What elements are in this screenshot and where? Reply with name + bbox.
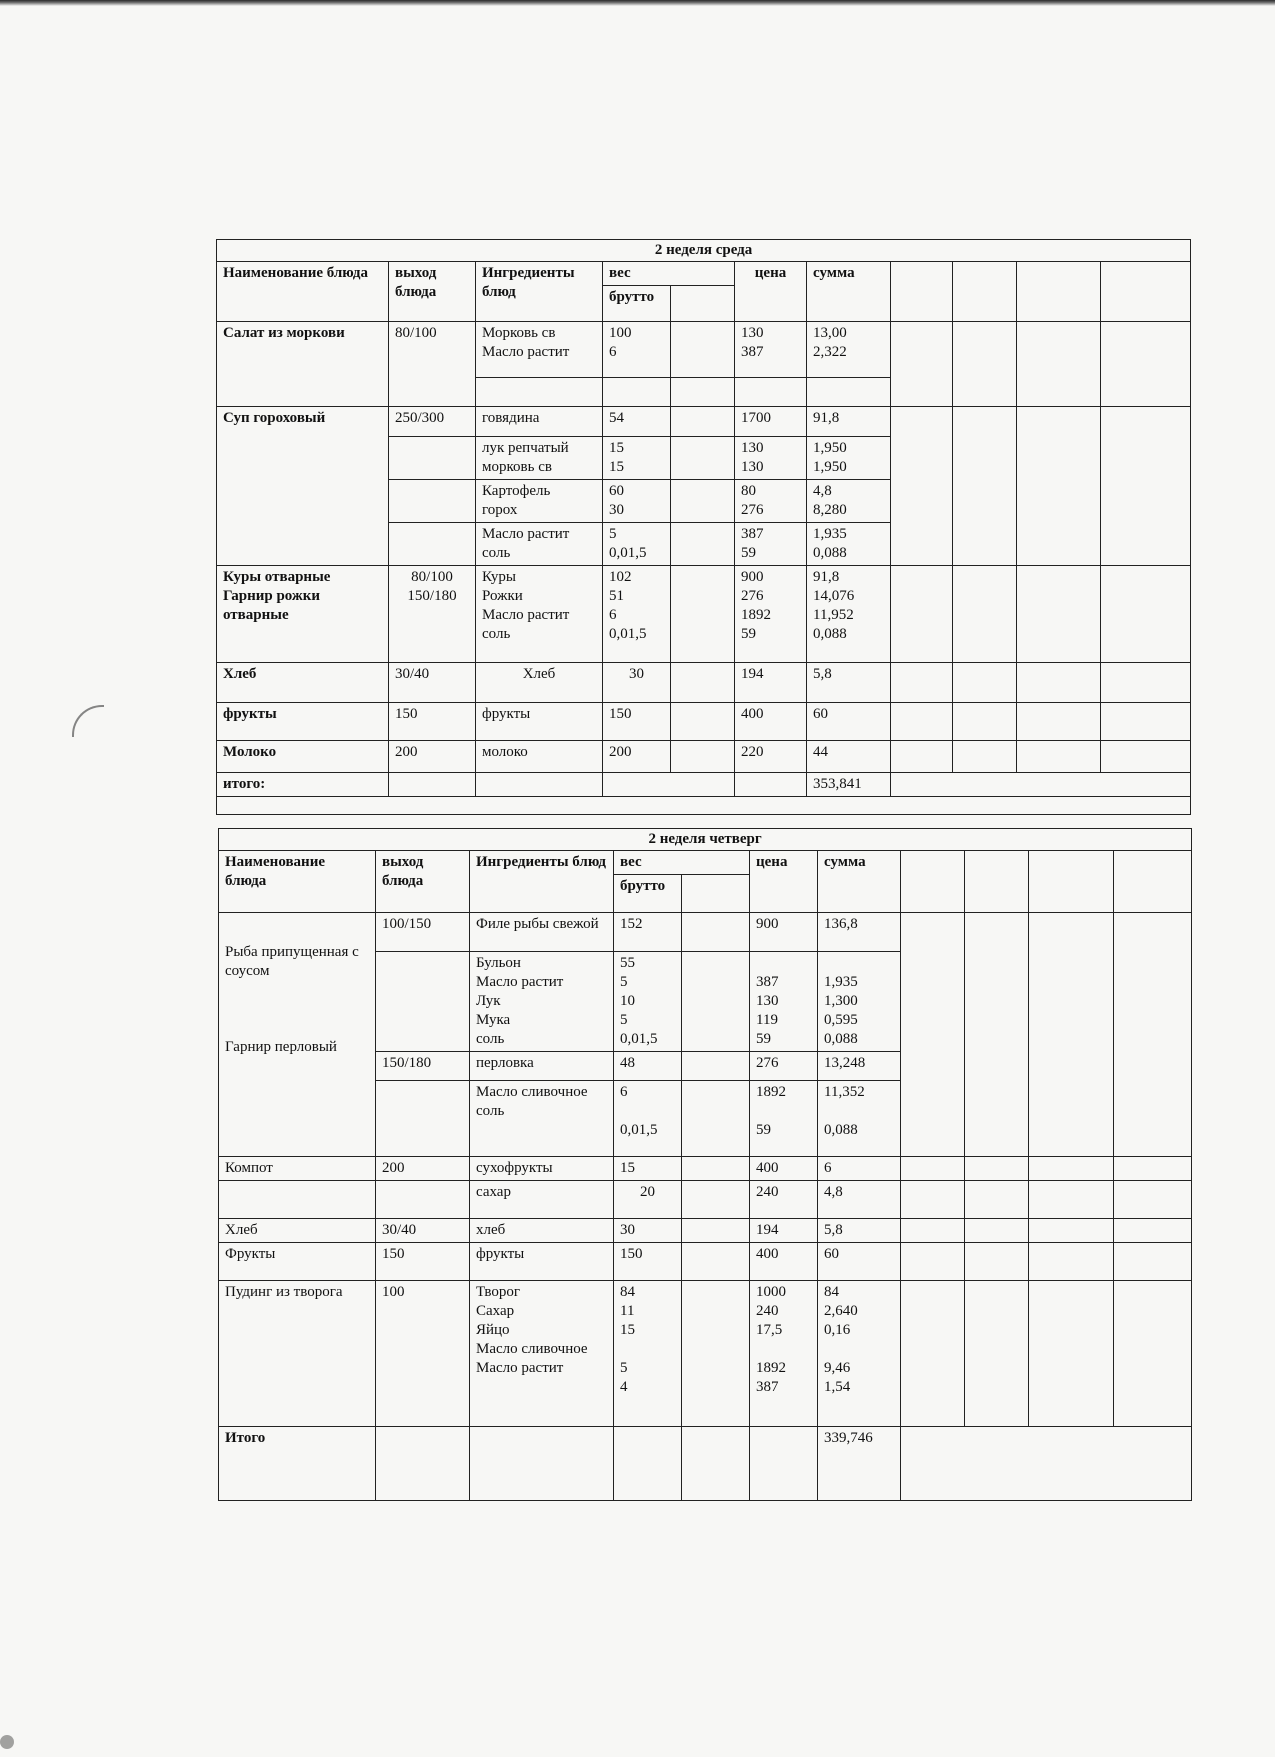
empty-cell <box>1101 262 1191 322</box>
dish-price: 130 130 <box>735 437 807 480</box>
dish-output: 200 <box>389 741 476 773</box>
empty-cell <box>671 663 735 703</box>
dish-ingredients: перловка <box>470 1052 614 1081</box>
empty-cell <box>1101 566 1191 663</box>
total-value: 353,841 <box>807 773 891 797</box>
empty-cell <box>1017 566 1101 663</box>
empty-cell <box>603 773 735 797</box>
empty-cell <box>891 322 953 407</box>
dish-brutto: 84 11 15 5 4 <box>614 1281 682 1427</box>
dish-sum: 44 <box>807 741 891 773</box>
dish-output <box>389 480 476 523</box>
header-weight: вес <box>603 262 735 286</box>
dish-brutto: 150 <box>614 1243 682 1281</box>
empty-cell <box>1101 407 1191 566</box>
empty-row <box>217 797 1191 815</box>
dish-price: 400 <box>750 1243 818 1281</box>
dish-ingredients: Творог Сахар Яйцо Масло сливочное Масло растит <box>470 1281 614 1427</box>
dish-sum: 13,00 2,322 <box>807 322 891 378</box>
punch-hole-mark <box>72 705 104 737</box>
empty-cell <box>807 378 891 407</box>
dish-ingredients: Куры Рожки Масло растит соль <box>476 566 603 663</box>
dish-sum: 4,8 8,280 <box>807 480 891 523</box>
empty-cell <box>891 741 953 773</box>
dish-output: 200 <box>376 1157 470 1181</box>
empty-cell <box>614 1427 682 1501</box>
dish-name: фрукты <box>217 703 389 741</box>
total-label: итого: <box>217 773 389 797</box>
dish-name: Салат из моркови <box>217 322 389 407</box>
dish-price: 1700 <box>735 407 807 437</box>
empty-cell <box>891 407 953 566</box>
dish-sum: 5,8 <box>807 663 891 703</box>
dish-brutto: 54 <box>603 407 671 437</box>
empty-cell <box>1114 1219 1192 1243</box>
empty-cell <box>891 773 1191 797</box>
dish-output: 30/40 <box>376 1219 470 1243</box>
empty-cell <box>470 1427 614 1501</box>
dish-price: 194 <box>750 1219 818 1243</box>
dish-brutto: 6 0,01,5 <box>614 1081 682 1157</box>
dish-output: 30/40 <box>389 663 476 703</box>
empty-cell <box>1114 851 1192 913</box>
dish-brutto: 100 6 <box>603 322 671 378</box>
dish-price: 1000 240 17,5 1892 387 <box>750 1281 818 1427</box>
empty-cell <box>1101 322 1191 407</box>
empty-cell <box>671 286 735 322</box>
dish-brutto: 48 <box>614 1052 682 1081</box>
dish-name: Хлеб <box>217 663 389 703</box>
empty-cell <box>891 566 953 663</box>
empty-cell <box>953 741 1017 773</box>
dish-output: 250/300 <box>389 407 476 437</box>
header-sum: сумма <box>807 262 891 322</box>
empty-cell <box>965 1157 1029 1181</box>
dish-price: 400 <box>750 1157 818 1181</box>
empty-cell <box>901 1157 965 1181</box>
empty-cell <box>965 1281 1029 1427</box>
dish-price: 80 276 <box>735 480 807 523</box>
header-output: выход блюда <box>376 851 470 913</box>
empty-cell <box>1017 703 1101 741</box>
dish-price: 1892 59 <box>750 1081 818 1157</box>
dish-sum: 5,8 <box>818 1219 901 1243</box>
header-price: цена <box>750 851 818 913</box>
dish-ingredients: говядина <box>476 407 603 437</box>
dish-sum: 6 <box>818 1157 901 1181</box>
dish-price: 130 387 <box>735 322 807 378</box>
empty-cell <box>682 1052 750 1081</box>
dish-ingredients: сахар <box>470 1181 614 1219</box>
dish-name: Компот <box>219 1157 376 1181</box>
dish-price: 400 <box>735 703 807 741</box>
dish-ingredients: лук репчатый морковь св <box>476 437 603 480</box>
header-ingredients: Ингредиенты блюд <box>470 851 614 913</box>
menu-table-thursday <box>218 828 1192 1501</box>
dish-sum: 1,935 0,088 <box>807 523 891 566</box>
empty-cell <box>682 1181 750 1219</box>
scan-smudge <box>0 1735 14 1749</box>
empty-cell <box>476 378 603 407</box>
empty-cell <box>901 913 965 1157</box>
dish-output: 150 <box>389 703 476 741</box>
dish-name: Фрукты <box>219 1243 376 1281</box>
empty-cell <box>219 1181 376 1219</box>
dish-sum: 1,950 1,950 <box>807 437 891 480</box>
empty-cell <box>671 703 735 741</box>
dish-ingredients: Бульон Масло растит Лук Мука соль <box>470 952 614 1052</box>
empty-cell <box>953 566 1017 663</box>
empty-cell <box>671 480 735 523</box>
empty-cell <box>901 1427 1192 1501</box>
dish-brutto: 15 <box>614 1157 682 1181</box>
empty-cell <box>1017 663 1101 703</box>
dish-ingredients: Картофель горох <box>476 480 603 523</box>
dish-ingredients: молоко <box>476 741 603 773</box>
dish-name: Рыба припущенная с соусом Гарнир перловый <box>219 913 376 1157</box>
empty-cell <box>891 262 953 322</box>
dish-price: 900 <box>750 913 818 952</box>
dish-brutto: 200 <box>603 741 671 773</box>
empty-cell <box>1017 322 1101 407</box>
empty-cell <box>965 1219 1029 1243</box>
empty-cell <box>671 437 735 480</box>
empty-cell <box>891 703 953 741</box>
dish-brutto: 55 5 10 5 0,01,5 <box>614 952 682 1052</box>
total-value: 339,746 <box>818 1427 901 1501</box>
empty-cell <box>671 322 735 378</box>
empty-cell <box>901 1219 965 1243</box>
empty-cell <box>389 773 476 797</box>
empty-cell <box>965 1181 1029 1219</box>
empty-cell <box>671 566 735 663</box>
header-name: Наименование блюда <box>219 851 376 913</box>
empty-cell <box>1029 913 1114 1157</box>
dish-name: Молоко <box>217 741 389 773</box>
empty-cell <box>901 1281 965 1427</box>
dish-sum: 60 <box>807 703 891 741</box>
dish-brutto: 30 <box>614 1219 682 1243</box>
dish-sum: 84 2,640 0,16 9,46 1,54 <box>818 1281 901 1427</box>
dish-ingredients: Масло сливочное соль <box>470 1081 614 1157</box>
empty-cell <box>671 378 735 407</box>
dish-ingredients: Морковь св Масло растит <box>476 322 603 378</box>
dish-price: 194 <box>735 663 807 703</box>
dish-ingredients: Хлеб <box>476 663 603 703</box>
dish-output <box>389 437 476 480</box>
empty-cell <box>901 1243 965 1281</box>
dish-sum: 13,248 <box>818 1052 901 1081</box>
empty-cell <box>1029 851 1114 913</box>
dish-ingredients: фрукты <box>470 1243 614 1281</box>
empty-cell <box>1114 1281 1192 1427</box>
empty-cell <box>1114 913 1192 1157</box>
dish-price: 240 <box>750 1181 818 1219</box>
dish-sum: 91,8 <box>807 407 891 437</box>
empty-cell <box>1017 262 1101 322</box>
empty-cell <box>682 952 750 1052</box>
empty-cell <box>953 322 1017 407</box>
empty-cell <box>603 378 671 407</box>
empty-cell <box>682 1081 750 1157</box>
empty-cell <box>953 262 1017 322</box>
empty-cell <box>682 1243 750 1281</box>
dish-brutto: 102 51 6 0,01,5 <box>603 566 671 663</box>
dish-price: 387 59 <box>735 523 807 566</box>
empty-cell <box>1029 1219 1114 1243</box>
dish-ingredients: Филе рыбы свежой <box>470 913 614 952</box>
dish-ingredients: фрукты <box>476 703 603 741</box>
table-title: 2 неделя среда <box>217 240 1191 262</box>
header-ingredients: Ингредиенты блюд <box>476 262 603 322</box>
empty-cell <box>1029 1281 1114 1427</box>
empty-cell <box>953 703 1017 741</box>
empty-cell <box>965 913 1029 1157</box>
header-weight: вес <box>614 851 750 875</box>
header-sum: сумма <box>818 851 901 913</box>
empty-cell <box>1101 663 1191 703</box>
empty-cell <box>682 913 750 952</box>
empty-cell <box>1029 1157 1114 1181</box>
empty-cell <box>682 1281 750 1427</box>
empty-cell <box>1101 741 1191 773</box>
dish-price: 900 276 1892 59 <box>735 566 807 663</box>
dish-sum: 1,935 1,300 0,595 0,088 <box>818 952 901 1052</box>
dish-name: Хлеб <box>219 1219 376 1243</box>
dish-output: 150 <box>376 1243 470 1281</box>
header-brutto: брутто <box>603 286 671 322</box>
empty-cell <box>671 407 735 437</box>
header-output: выход блюда <box>389 262 476 322</box>
dish-price: 276 <box>750 1052 818 1081</box>
dish-price: 387 130 119 59 <box>750 952 818 1052</box>
empty-cell <box>1114 1243 1192 1281</box>
dish-output <box>376 1081 470 1157</box>
total-label: Итого <box>219 1427 376 1501</box>
dish-brutto: 150 <box>603 703 671 741</box>
dish-name: Куры отварные Гарнир рожки отварные <box>217 566 389 663</box>
dish-output <box>389 523 476 566</box>
dish-brutto: 60 30 <box>603 480 671 523</box>
dish-output: 150/180 <box>376 1052 470 1081</box>
empty-cell <box>1114 1157 1192 1181</box>
empty-cell <box>1017 407 1101 566</box>
empty-cell <box>750 1427 818 1501</box>
header-price: цена <box>735 262 807 322</box>
empty-cell <box>1029 1243 1114 1281</box>
dish-brutto: 30 <box>603 663 671 703</box>
empty-cell <box>671 523 735 566</box>
dish-output: 100/150 <box>376 913 470 952</box>
header-brutto: брутто <box>614 875 682 913</box>
dish-name: Пудинг из творога <box>219 1281 376 1427</box>
dish-output: 80/100 150/180 <box>389 566 476 663</box>
empty-cell <box>1114 1181 1192 1219</box>
empty-cell <box>953 407 1017 566</box>
table-title: 2 неделя четверг <box>219 829 1192 851</box>
menu-table-wednesday <box>216 239 1191 815</box>
dish-name: Суп гороховый <box>217 407 389 566</box>
dish-ingredients: сухофрукты <box>470 1157 614 1181</box>
dish-price: 220 <box>735 741 807 773</box>
empty-cell <box>682 1157 750 1181</box>
dish-brutto: 5 0,01,5 <box>603 523 671 566</box>
dish-output <box>376 952 470 1052</box>
dish-brutto: 152 <box>614 913 682 952</box>
empty-cell <box>1017 741 1101 773</box>
header-name: Наименование блюда <box>217 262 389 322</box>
empty-cell <box>682 1427 750 1501</box>
dish-sum: 91,8 14,076 11,952 0,088 <box>807 566 891 663</box>
empty-cell <box>376 1427 470 1501</box>
scan-top-edge <box>0 0 1275 6</box>
empty-cell <box>476 773 603 797</box>
empty-cell <box>965 851 1029 913</box>
dish-ingredients: хлеб <box>470 1219 614 1243</box>
empty-cell <box>682 875 750 913</box>
empty-cell <box>1101 703 1191 741</box>
dish-sum: 11,352 0,088 <box>818 1081 901 1157</box>
empty-cell <box>891 663 953 703</box>
empty-cell <box>735 378 807 407</box>
empty-cell <box>965 1243 1029 1281</box>
empty-cell <box>735 773 807 797</box>
dish-output: 80/100 <box>389 322 476 407</box>
empty-cell <box>901 1181 965 1219</box>
empty-cell <box>671 741 735 773</box>
dish-sum: 136,8 <box>818 913 901 952</box>
dish-brutto: 20 <box>614 1181 682 1219</box>
dish-output: 100 <box>376 1281 470 1427</box>
empty-cell <box>682 1219 750 1243</box>
empty-cell <box>376 1181 470 1219</box>
dish-brutto: 15 15 <box>603 437 671 480</box>
empty-cell <box>901 851 965 913</box>
dish-ingredients: Масло растит соль <box>476 523 603 566</box>
empty-cell <box>953 663 1017 703</box>
empty-cell <box>1029 1181 1114 1219</box>
dish-sum: 4,8 <box>818 1181 901 1219</box>
dish-sum: 60 <box>818 1243 901 1281</box>
